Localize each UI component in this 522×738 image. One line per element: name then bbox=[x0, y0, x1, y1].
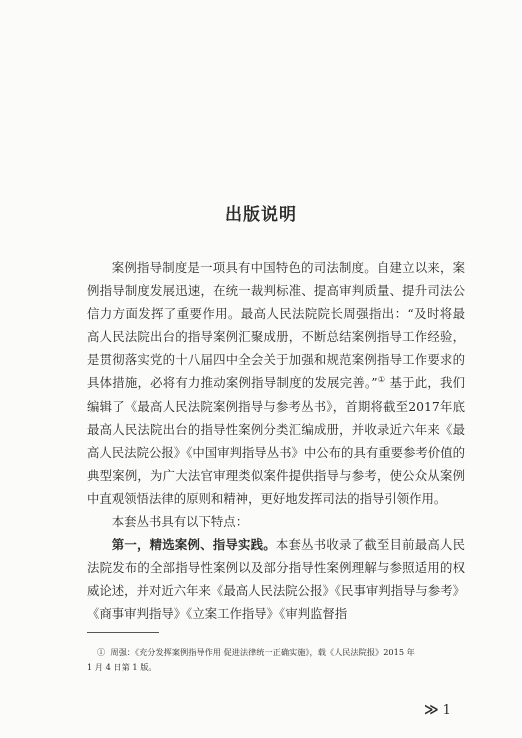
paragraph-3-text: 本套丛书收录了截至目前最高人民法院发布的全部指导性案例以及部分指导性案例理解与参照适用的权威论述，并对近六年来《最高人民法院公报》《民事审判指导与参考》《商事审判指导》《立案工作指导》《审判监督指 bbox=[87, 537, 466, 622]
paragraph-1 bbox=[87, 256, 465, 510]
footnote-reference[interactable]: ① bbox=[377, 375, 386, 385]
page-number: 1 bbox=[442, 702, 451, 718]
paragraph-1-text: 案例指导制度是一项具有中国特色的司法制度。自建立以来，案例指导制度发展迅速，在统一裁判标准、提高审判质量、提升司法公信力方面发挥了重要作用。最高人民法院院长周强指出：“及时将最高人民法院出台的指导案例汇聚成册，不断总结案例指导工作经验，是贯彻落实党的十八届四中全会关于加强和规范案例指导工作要求的具体措施，必将有力推动案例指导制度的发展完善。” bbox=[87, 260, 465, 391]
footnote bbox=[87, 645, 465, 675]
footnote-line-1 bbox=[87, 645, 465, 660]
page-title: 出版说明 bbox=[225, 205, 297, 225]
footnote-mark: ① bbox=[97, 647, 106, 657]
footnote-text-1: 周强：《充分发挥案例指导作用 促进法律统一正确实施》，载《人民法院报》2015 年 bbox=[110, 647, 415, 657]
page-footer bbox=[424, 702, 451, 718]
paragraph-3 bbox=[87, 533, 465, 625]
footnote-divider bbox=[87, 632, 159, 633]
double-chevron-icon: ≫ bbox=[424, 702, 435, 718]
body-text bbox=[87, 256, 465, 626]
paragraph-2: 本套丛书具有以下特点： bbox=[111, 514, 249, 530]
paragraph-1-continuation: 基于此，我们编辑了《最高人民法院案例指导与参考丛书》，首期将截至2017年底最高人民法院出台的指导性案例分类汇编成册，并收录近六年来《最高人民法院公报》《中国审判指导丛书》中公布的具有重要参考价值的典型案例，为广大法官审理类似案件提供指导与参考，使公众从案例中直观领悟法律的原则和精神，更好地发挥司法的指导引领作用。 bbox=[87, 375, 466, 506]
paragraph-3-lead: 第一，精选案例、指导实践。 bbox=[111, 537, 276, 553]
footnote-text-2: 1 月 4 日第 1 版。 bbox=[87, 662, 157, 672]
